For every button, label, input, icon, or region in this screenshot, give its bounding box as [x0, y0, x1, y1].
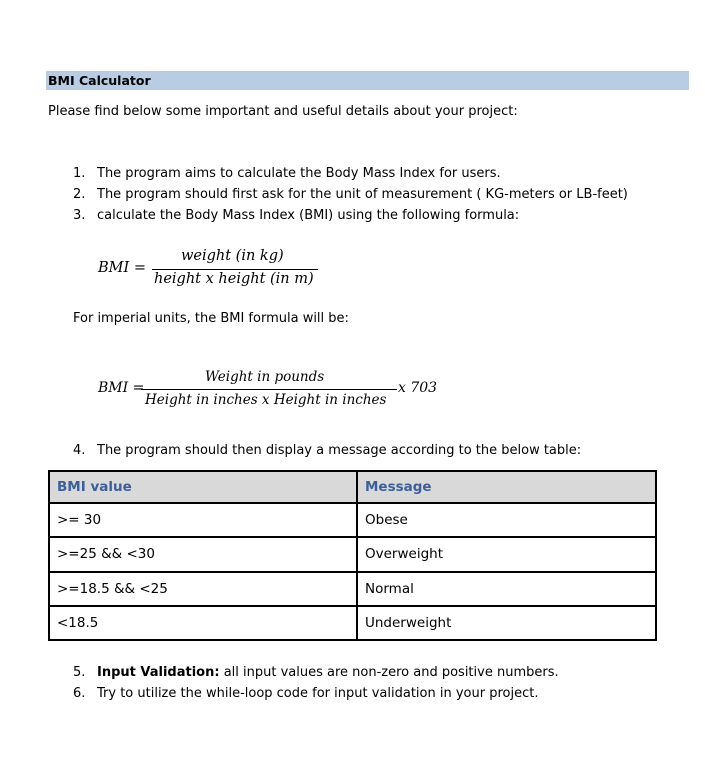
formula-denominator: height x height (in m): [154, 271, 314, 287]
intro-text: Please find below some important and useful details about your project:: [48, 104, 518, 119]
cell-bmi-value: >=18.5 && <25: [49, 572, 357, 606]
table-row: [49, 503, 656, 537]
list-text: The program should then display a message according to the below table:: [97, 443, 582, 458]
cell-bmi-value: >= 30: [49, 503, 357, 537]
formula-multiplier: x 703: [398, 380, 438, 396]
list-text: The program aims to calculate the Body Mass Index for users.: [97, 166, 501, 181]
cell-bmi-value: <18.5: [49, 606, 357, 640]
list-text: Try to utilize the while-loop code for input validation in your project.: [97, 686, 539, 701]
table-row: [49, 537, 656, 571]
fraction-bar: [141, 389, 397, 390]
table-header-row: [49, 471, 656, 503]
list-number: 3.: [73, 208, 86, 223]
list-text: all input values are non-zero and positive numbers.: [219, 665, 559, 680]
list-text-wrap: [97, 665, 559, 680]
bmi-table: [48, 470, 657, 641]
list-number: 5.: [73, 665, 86, 680]
cell-bmi-value: >=25 && <30: [49, 537, 357, 571]
cell-message: Normal: [357, 572, 656, 606]
fraction-bar: [152, 269, 318, 270]
list-number: 2.: [73, 187, 86, 202]
page-title: BMI Calculator: [48, 73, 151, 88]
formula-lhs: BMI =: [98, 260, 146, 276]
table-row: [49, 572, 656, 606]
imperial-note: For imperial units, the BMI formula will be:: [73, 311, 349, 326]
formula-numerator: weight (in kg): [181, 248, 284, 264]
formula-denominator: Height in inches x Height in inches: [145, 392, 387, 408]
cell-message: Obese: [357, 503, 656, 537]
list-text: The program should first ask for the unit of measurement ( KG-meters or LB-feet): [97, 187, 628, 202]
list-number: 6.: [73, 686, 86, 701]
header-message: Message: [357, 471, 656, 503]
table-row: [49, 606, 656, 640]
formula-lhs: BMI =: [98, 380, 145, 396]
formula-numerator: Weight in pounds: [205, 369, 325, 385]
cell-message: Overweight: [357, 537, 656, 571]
list-number: 1.: [73, 166, 86, 181]
cell-message: Underweight: [357, 606, 656, 640]
list-number: 4.: [73, 443, 86, 458]
list-text: calculate the Body Mass Index (BMI) using the following formula:: [97, 208, 520, 223]
list-label: Input Validation:: [97, 665, 220, 680]
header-bmi-value: BMI value: [49, 471, 357, 503]
